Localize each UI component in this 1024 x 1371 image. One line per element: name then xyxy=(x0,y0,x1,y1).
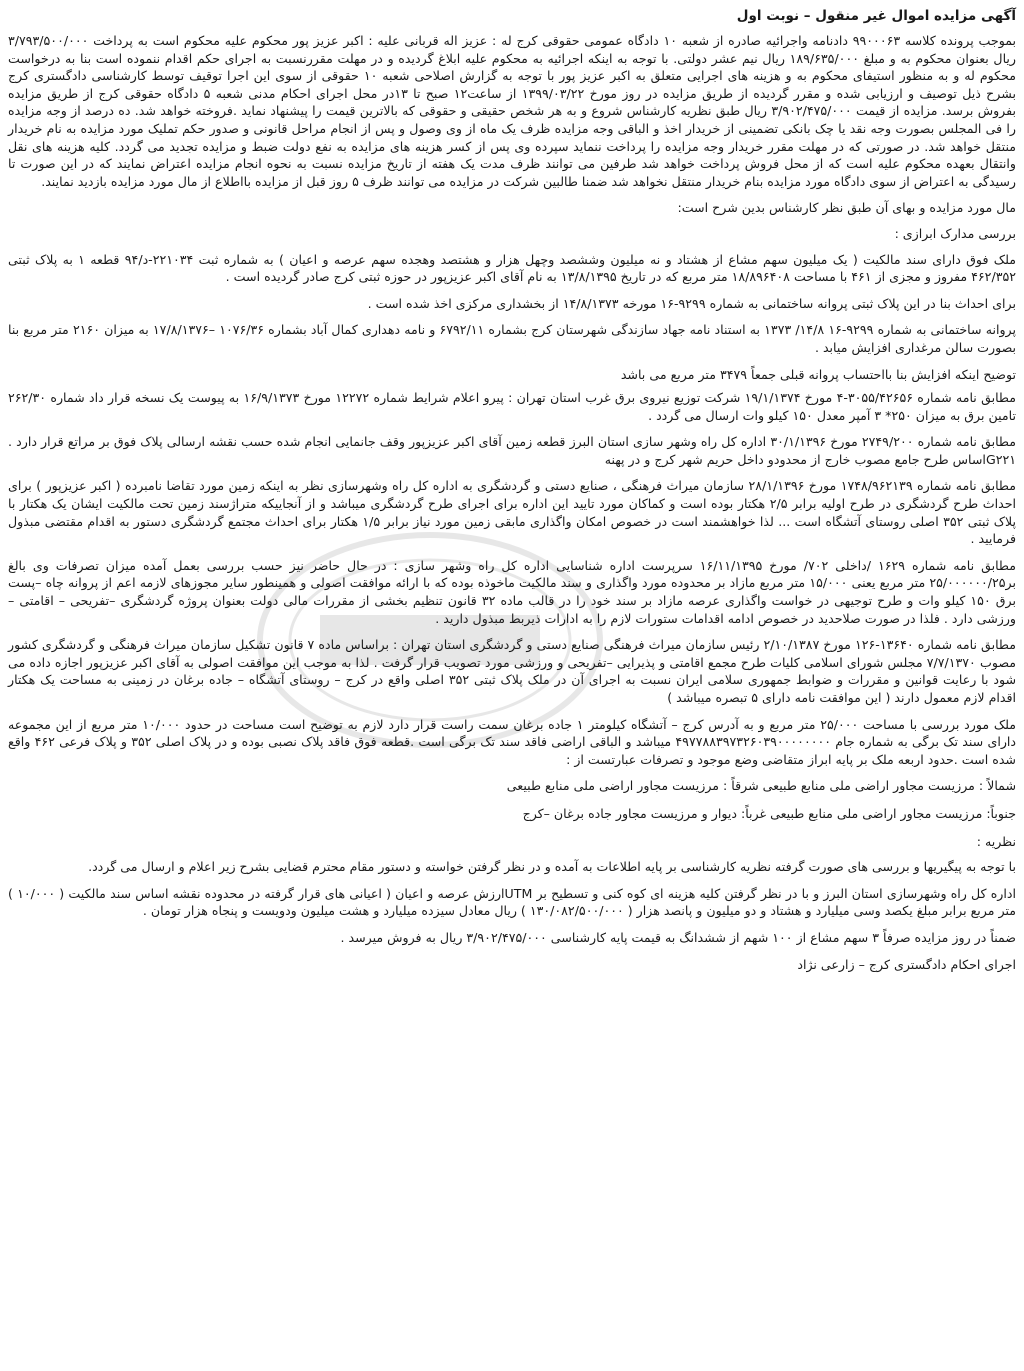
property-heading: مال مورد مزایده و بهای آن طبق نظر کارشناس بدین شرح است: xyxy=(677,200,1016,216)
documents-heading: بررسی مدارک ابرازی : xyxy=(894,225,1016,241)
area-note-paragraph: توضیح اینکه افزایش بنا بااحتساب پروانه قبلی جمعاً ۳۴۷۹ متر مربع می باشد xyxy=(620,366,1016,382)
ownership-paragraph: ملک فوق دارای سند مالکیت ( یک میلیون سهم مشاع از هشتاد و نه میلیون وششصد وچهل هزار و هشتصد وهجده سهم عرصه و اعیان ) به شماره ثبت ۲۲۱۰۳۴-د/۹۴ قطعه ۱ به پلاک ثبتی ۴۶۲/۳۵۲ مفروز و مجزی از ۴۶۱ با مساحت ۱۸/۸۹۶۴۰۸ متر مربع که در تاریخ ۱۳/۸/۱۳۹۵ به نام آقای اکبر عزیزپور در حوزه ثبتی کرج صادر گردیده است . xyxy=(8,251,1016,285)
building-permit-paragraph: برای احداث بنا در این پلاک ثبتی پروانه ساختمانی به شماره ۹۲۹۹-۱۶ مورخه ۱۴/۸/۱۳۷۳ از بخشداری مرکزی اخذ شده است . xyxy=(367,295,1016,311)
intro-paragraph: بموجب پرونده کلاسه ۹۹۰۰۰۶۳ دادنامه واجرائیه صادره از شعبه ۱۰ دادگاه عمومی حقوقی کرج له : عزیز اله قربانی علیه : اکبر عزیز پور محکوم علیه محکوم است به پرداخت ۳/۷۹۳/۵۰۰/۰۰۰ ریال بعنوان محکوم به و مبلغ ۱۸۹/۶۳۵/۰۰۰ ریال نیم عشر دولتی. با توجه به اینکه اجرائیه به محکوم علیه ابلاغ گردیده و در مهلت مقررنسبت به اجرای حکم اقدام ننموده است بنا به درخواست محکوم له و به منظور استیفای محکوم به و هزینه های اجرایی متعلق به اکبر عزیز پور با توجه به گزارش اصلاحی شعبه ۱۰ حقوقی از سوی این اجرا توقیف توسط کارشناسی دادگستری کرج بشرح ذیل توصیف و ارزیابی شده و مقرر گردیده از طریق مزایده در روز مورخ ۱۳۹۹/۰۳/۲۲ از ساعت۱۲ صبح تا ۱۳در محل اجرای احکام مدنی شعبه ۵ دادگاه حقوقی کرج از طریق مزایده بفروش برسد. مزایده از قیمت ۳/۹۰۲/۴۷۵/۰۰۰ ریال طبق نظریه کارشناس شروع و به هر شخص حقیقی و حقوقی که بالاترین قیمت را پیشنهاد نماید .فروخته خواهد شد. ده درصد از وجه مزایده را فی المجلس بصورت وجه نقد یا چک بانکی تضمینی از خریدار اخذ و الباقی وجه مزایده ظرف یک ماه از وی وصول و پس از انجام مراحل قانونی و صدور حکم تملیک مورد مزایده به نام خریدار منتقل خواهد شد. در صورتی که در مهلت مقرر خریدار وجه مزایده را پرداخت ننماید سپرده وی پس از کسر هزینه های مزایده به نفع دولت ضبط و مزایده تجدید می گردد. کلیه هزینه های نقل وانتقال بعهده محکوم علیه است که از محل فروش پرداخت خواهد شد طرفین می توانند ظرف مدت یک هفته از تاریخ مزایده نسبت به نحوه انجام مزایده اعتراض نمایند که در این صورت تا رسیدگی به اعتراض از سوی دادگاه مورد مزایده بنام خریدار منتقل نخواهد شد ضمنا طالبین شرکت در مزایده می توانند ظرف ۵ روز قبل از مزایده بااطلاع از مال مورد مزایده بازدید نمایند. xyxy=(8,33,1016,189)
opinion-paragraph-1: با توجه به پیگیریها و بررسی های صورت گرفته نظریه کارشناسی بر پایه اطلاعات به آمده و در نظر گرفتن خواسته و دستور مقام محترم قضایی بشرح زیر اعلام و ارسال می گردد. xyxy=(88,859,1016,875)
property-description-paragraph: ملک مورد بررسی با مساحت ۲۵/۰۰۰ متر مربع و به آدرس کرج – آتشگاه کیلومتر ۱ جاده برغان سمت راست قرار دارد لازم به توضیح است مساحت در حدود ۱۰/۰۰۰ متر مربع از این مجموعه دارای سند تک برگی به شماره جام ۴۹۷۷۸۸۳۹۷۳۲۶۰۳۹۰۰۰۰۰۰۰۰ میباشد و الباقی اراضی فاقد سند تک برگی است .قطعه فوق فاقد پلاک نصبی بوده و در پلاک اصلی ۳۵۲ و پلاک فرعی ۴۶۲ واقع شده است .حدود اربعه ملک بر پایه ابراز متقاضی وضع موجود و تصرفات عبارتست از : xyxy=(8,716,1017,767)
heritage-letter-paragraph: مطابق نامه شماره ۱۷۴۸/۹۶۲۱۳۹ مورخ ۲۸/۱/۱۳۹۶ سازمان میراث فرهنگی ، صنایع دستی و گردشگری به اداره کل راه وشهرسازی نظر به اینکه زمین مورد تقاضا نامبرده ( اکبر عزیزپور ) برای احداث طرح گردشگری در طرح اولیه برابر ۲/۵ هکتار بوده است و کماکان مورد تایید این اداره برای اجرای طرح گردشگری میباشد و از آنجاییکه متراژسند زمین تحت مالکیت ایشان یک هکتار با پلاک ثبتی ۳۵۲ اصلی روستای آتشگاه است ... لذا خواهشمند است در خصوص امکان واگذاری مابقی زمین مورد نیاز برابر ۱/۵ هکتار برای احداث مجتمع گردشگری دستور به اقدام مقتضی مبذول فرمایید . xyxy=(8,478,1017,547)
notice-title: آگهی مزایده اموال غیر منقول – نوبت اول xyxy=(736,8,1016,24)
opinion-heading: نظریه : xyxy=(976,833,1016,849)
boundary-north-east: شمالاً : مرزیست مجاور اراضی ملی منابع طبیعی شرقاً : مرزیست مجاور اراضی ملی منابع طبیعی xyxy=(506,778,1016,794)
opinion-paragraph-2: اداره کل راه وشهرسازی استان البرز و با در نظر گرفتن کلیه هزینه ای کوه کنی و تسطیح بر UTMارزش عرصه و اعیان ( اعیانی های قرار گرفته در محدوده نقشه اساس سند مالکیت ( ۱۰/۰۰۰ ) متر مربع برابر مبلغ یکصد وسی میلیارد و هشتاد و دو میلیون و پانصد هزار ( ۱۳۰/۰۸۲/۵۰۰/۰۰۰ ) ریال معادل سیزده میلیارد و هشت میلیون ودویست و پنجاه هزار تومان . xyxy=(8,885,1016,919)
boundary-south-west: جنوباً: مرزیست مجاور اراضی ملی منابع طبیعی غرباً: دیوار و مرزیست مجاور جاده برغان –کرج xyxy=(522,805,1016,821)
opinion-paragraph-3: ضمناً در روز مزایده صرفاً ۳ سهم مشاع از ۱۰۰ شهم از ششدانگ به قیمت پایه کارشناسی ۳/۹۰۲/۴۷۵/۰۰۰ ریال به فروش میرسد . xyxy=(340,929,1016,945)
auction-notice xyxy=(8,6,1016,1367)
signature-line: اجرای احکام دادگستری کرج – زارعی نژاد xyxy=(797,956,1016,972)
identification-letter-paragraph: مطابق نامه شماره ۱۶۲۹ /داخلی ۷۰۲/ مورخ ۱۶/۱۱/۱۳۹۵ سرپرست اداره شناسایی اداره کل راه وشهر سازی : در حال حاضر نیز حسب بررسی بعمل آمده میزان تصرفات وی بالغ بر۲۵/۰۰۰۰۰۰/۲۵ متر مربع یعنی ۱۵/۰۰۰ متر مربع مازاد بر محدوده مورد واگذاری و سند مالکیت ماخوذه بوده که با ارائه موافقت اصولی و همینطور سایر مجوزهای لازمه اعم از پروانه چاه –پست برق ۱۵۰ کیلو وات و طرح توجیهی در خواست واگذاری عرصه مازاد بر سند خود را در قالب ماده ۳۲ قانون تنظیم بخشی از مقررات مالی دولت بعنوان پروژه گردشگری –تفریحی – اقامتی –ورزشی دارد . فلذا در صورت صلاحدید در خصوص ادامه اقدامات ستورات لازم را به ادارات ذیربط مبذول دارید . xyxy=(8,557,1017,626)
electricity-letter-paragraph: مطابق نامه شماره ۳۰۵۵/۴۲۶۵۶-۴ مورخ ۱۹/۱/۱۳۷۴ شرکت توزیع نیروی برق غرب استان تهران : پیرو اعلام شرایط شماره ۱۲۲۷۲ مورخ ۱۶/۹/۱۳۷۳ به پیوست یک نسخه قرار داد شماره ۲۶۲/۳۰ تامین برق به میزان ۲۵۰* ۳ آمپر معدل ۱۵۰ کیلو وات ارسال می گردد . xyxy=(8,390,1016,423)
roads-letter-paragraph: مطابق نامه شماره ۲۷۴۹/۲۰۰ مورخ ۳۰/۱/۱۳۹۶ اداره کل راه وشهر سازی استان البرز قطعه زمین آقای اکبر عزیزپور وقف جانمایی انجام شده حسب نقشه ارسالی پلاک فوق بر مراتع قرار دارد . G۲۲۱اساس طرح جامع مصوب خارج از محدودو داخل حریم شهر کرج و در پهنه xyxy=(8,434,1016,467)
permit-increase-paragraph: پروانه ساختمانی به شماره ۹۲۹۹-۱۶ ۱۴/۸/ ۱۳۷۳ به استناد نامه جهاد سازندگی شهرستان کرج بشماره ۶۷۹۲/۱۱ و نامه دهداری کمال آباد بشماره ۱۰۷۶/۳۶ –۱۷/۸/۱۳۷۶ به میزان ۲۱۶۰ متر مربع بنا بصورت سالن مرغداری افزایش میابد . xyxy=(8,322,1016,355)
tourism-approval-paragraph: مطابق نامه شماره ۱۳۶۴۰-۱۲۶ مورخ ۲/۱۰/۱۳۸۷ رئیس سازمان میراث فرهنگی صنایع دستی و گردشگری استان تهران : براساس ماده ۷ قانون تشکیل سازمان میراث فرهنگی و گردشگری کشور مصوب ۷/۷/۱۳۷۰ مجلس شورای اسلامی کلیات طرح مجمع اقامتی و پذیرایی –تفریحی و ورزشی مورد تصویب قرار گرفت . لذا به موجب این موافقت اصولی به آقای اکبر عزیزپور اجازه داده می شود با رعایت قوانین و مقررات و ضوابط جمهوری سلامی ایران نسبت به اجرای آن در ملک پلاک ثبتی ۳۵۲ اصلی واقع در کرج – روستای آتشگاه – جاده برغان در زمینی به مساحت یک هکتار اقدام لازم معمول دارند ( این موافقت نامه دارای ۵ تبصره میباشد ) xyxy=(8,637,1016,705)
